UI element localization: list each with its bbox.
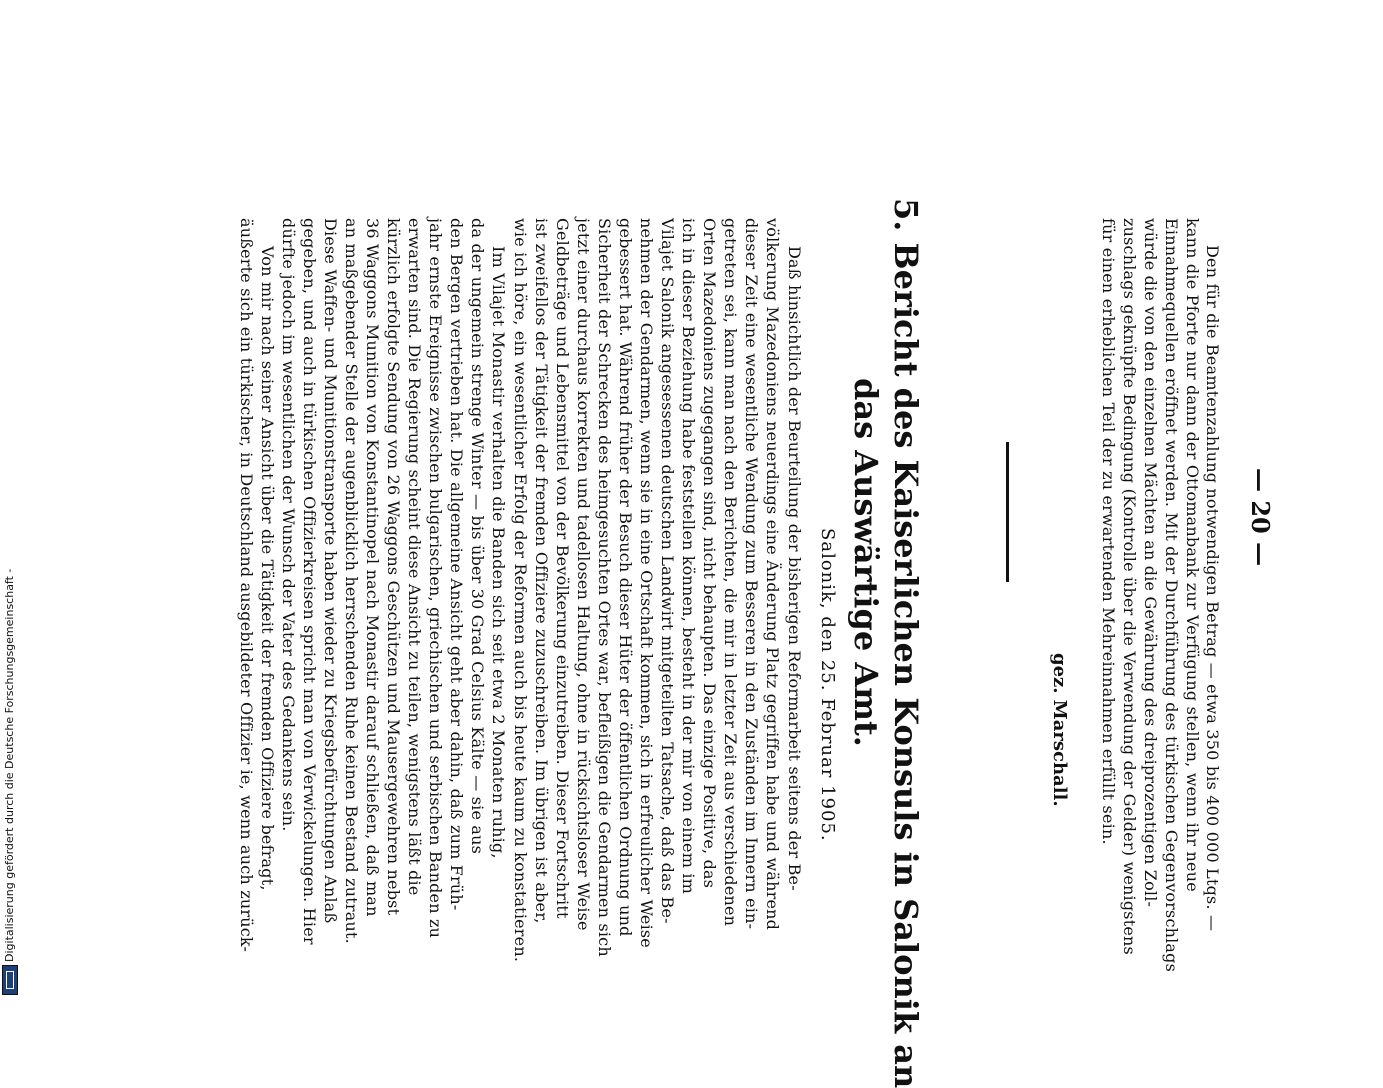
body-line: Vilajet Salonik angesessenen deutschen Landwirt mitgeteilten Tatsache, daß das Be- (658, 218, 677, 924)
continuation-line: zuschlags geknüpfte Bedingung (Kontrolle über die Verwendung der Gelder) wenigstens (1120, 218, 1139, 955)
body-line: Orten Mazedoniens zugegangen sind, nicht behaupten. Das einzige Positive, das (700, 218, 719, 889)
digitization-note: Digitalisierung gefördert durch die Deutsche Forschungsgemeinschaft - (3, 568, 16, 962)
page-number: — 20 — (1246, 468, 1275, 567)
section-title-line: 5. Bericht des Kaiserlichen Konsuls in Salonik an (887, 198, 925, 1088)
body-line: Diese Waffen- und Munitionstransporte haben wieder zu Kriegsbefürchtungen Anlaß (321, 218, 340, 924)
body-line: Geldbeträge und Lebensmittel von der Bevölkerung einzutreiben. Dieser Fortschritt (553, 218, 572, 919)
dateline: Salonik, den 25. Februar 1905. (817, 528, 838, 842)
body-line: ist zweifellos der Tätigkeit der fremden Offiziere zuzuschreiben. Im übrigen ist aber, (532, 218, 551, 924)
continuation-line: Den für die Beamtenzahlung notwendigen Betrag — etwa 350 bis 400 000 Ltqs. — (1203, 245, 1222, 932)
body-line: ich in dieser Beziehung habe feststellen können, besteht in der mir von einem im (679, 218, 698, 895)
continuation-line: kann die Pforte nur dann der Ottomanbank zur Verfügung stellen, wenn ihr neue (1183, 218, 1202, 892)
body-line: gebessert hat. Während früher der Besuch dieser Hüter der öffentlichen Ordnung und (616, 218, 635, 937)
body-line: wie ich höre, ein wesentlicher Erfolg der Reformen auch bis heute kaum zu konstatieren. (511, 218, 530, 963)
body-line: dürfte jedoch im wesentlichen der Wunsch der Vater des Gedankens sein. (279, 218, 298, 832)
body-line: an maßgebender Stelle der augenblicklich herrschenden Ruhe keinen Bestand zutraut. (342, 218, 361, 944)
body-line: jetzt einer durchaus korrekten und tadellosen Haltung, ohne in rücksichtsloser Weise (574, 218, 593, 931)
body-line: Von mir nach seiner Ansicht über die Tätigkeit der fremden Offiziere befragt, (258, 246, 277, 891)
body-line: da der ungemein strenge Winter — bis über 30 Grad Celsius Kälte — sie aus (468, 218, 487, 855)
body-line: erwarten sind. Die Regierung scheint diese Ansicht zu teilen, wenigstens läßt die (405, 218, 424, 896)
body-line: Sicherheit der Schrecken des heimgesuchten Ortes war, befleißigen die Gendarmen sich (595, 218, 614, 957)
body-line: völkerung Mazedoniens neuerdings eine Änderung Platz gegriffen habe und während (763, 218, 782, 931)
signature: gez. Marschall. (1049, 653, 1070, 807)
section-title-line: das Auswärtige Amt. (847, 378, 885, 747)
body-line: nehmen der Gendarmen, wenn sie in eine Ortschaft kommen, sich in erfreulicher Weise (637, 218, 656, 948)
body-line: den Bergen vertrieben hat. Die allgemeine Ansicht geht aber dahin, daß zum Früh- (447, 218, 466, 911)
body-line: gegeben, und auch in türkischen Offizierkreisen spricht man von Verwickelungen. Hier (300, 218, 319, 945)
body-line: Im Vilajet Monastir verhalten die Banden sich seit etwa 2 Monaten ruhig, (489, 246, 508, 859)
continuation-line: für einen erheblichen Teil der zu erwartenden Mehreinnahmen erfüllt sein. (1099, 218, 1118, 845)
body-line: kürzlich erfolgte Sendung von 26 Waggons Geschützen und Mausergewehren nebst (384, 218, 403, 916)
body-line: Daß hinsichtlich der Beurteilung der bisherigen Reformarbeit seitens der Be- (785, 246, 804, 891)
body-line: äußerte sich ein türkischer, in Deutschland ausgebildeter Offizier ie, wenn auch zurück- (237, 218, 256, 953)
continuation-line: Einnahmequellen eröffnet werden. Mit der Durchführung des türkischen Gegenvorschlags (1162, 218, 1181, 973)
section-divider (1006, 442, 1009, 582)
body-line: 36 Waggons Munition von Konstantinopel nach Monastir darauf schließen, daß man (363, 218, 382, 917)
body-line: jahr ernste Ereignisse zwischen bulgarischen, griechischen und serbischen Banden zu (426, 218, 445, 939)
continuation-line: würde die von den einzelnen Mächten an die Gewährung des dreiprozentigen Zoll- (1141, 218, 1160, 908)
dfg-logo-icon (2, 965, 18, 995)
body-line: getreten sei, kann man nach den Berichten, die mir in letzter Zeit aus verschiedenen (721, 218, 740, 927)
body-line: dieser Zeit eine wesentliche Wendung zum Besseren in den Zuständen im Innern ein- (742, 218, 761, 930)
